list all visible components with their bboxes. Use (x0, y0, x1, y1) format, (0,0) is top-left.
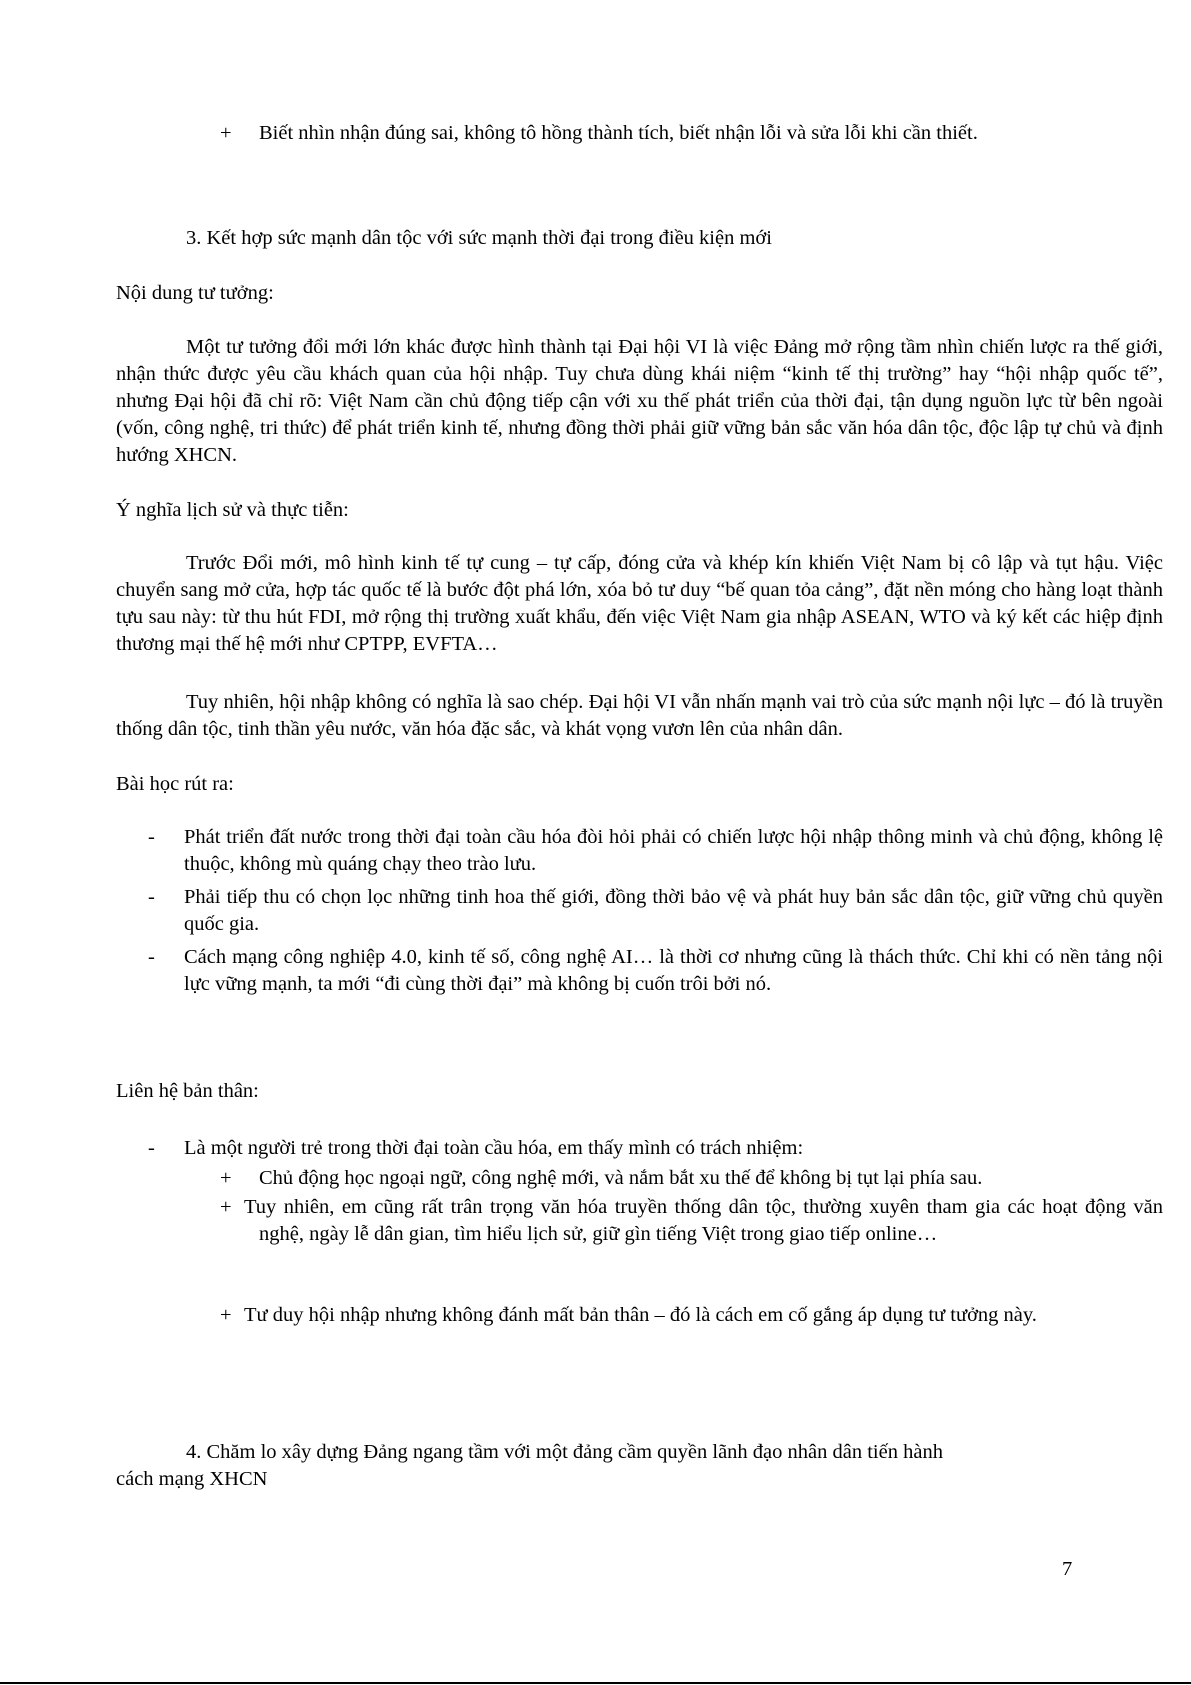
sub-list-item-text: Tư duy hội nhập nhưng không đánh mất bản thân – đó là cách em cố gắng áp dụng tư tưởng này. (244, 1304, 1037, 1326)
sub-list-marker: + (220, 1196, 232, 1218)
page-number: 7 (1062, 1558, 1073, 1580)
sub-list-item-text: Chủ động học ngoại ngữ, công nghệ mới, và nắm bắt xu thế để không bị tụt lại phía sau. (259, 1167, 983, 1189)
list-marker: - (148, 1137, 155, 1159)
personal-heading: Liên hệ bản thân: (116, 1080, 259, 1102)
bullet-marker: + (220, 122, 232, 144)
list-marker: - (148, 946, 155, 968)
list-item-text: Là một người trẻ trong thời đại toàn cầu hóa, em thấy mình có trách nhiệm: (184, 1137, 804, 1159)
lessons-heading: Bài học rút ra: (116, 773, 234, 795)
page-edge-line (0, 1682, 1191, 1684)
sub-list-marker: + (220, 1167, 232, 1189)
bullet-text: Biết nhìn nhận đúng sai, không tô hồng thành tích, biết nhận lỗi và sửa lỗi khi cần thiết. (259, 122, 978, 144)
list-marker: - (148, 886, 155, 908)
section-3-title: 3. Kết hợp sức mạnh dân tộc với sức mạnh thời đại trong điều kiện mới (186, 227, 772, 249)
list-item-text: Cách mạng công nghiệp 4.0, kinh tế số, công nghệ AI… là thời cơ nhưng cũng là thách thức. Chỉ khi có nền tảng nội lực vững mạnh, ta mới “đi cùng thời đại” mà không bị cuốn trôi bởi nó. (184, 946, 1163, 995)
meaning-paragraph-2: Tuy nhiên, hội nhập không có nghĩa là sao chép. Đại hội VI vẫn nhấn mạnh vai trò của sức mạnh nội lực – đó là truyền thống dân tộc, tinh thần yêu nước, văn hóa đặc sắc, và khát vọng vươn lên của nhân dân. (116, 691, 1163, 740)
meaning-heading: Ý nghĩa lịch sử và thực tiễn: (116, 499, 349, 521)
content-heading: Nội dung tư tưởng: (116, 282, 274, 304)
sub-list-marker: + (220, 1304, 232, 1326)
sub-list-item-text: Tuy nhiên, em cũng rất trân trọng văn hóa truyền thống dân tộc, thường xuyên tham gia các hoạt động văn nghệ, ngày lễ dân gian, tìm hiểu lịch sử, giữ gìn tiếng Việt trong giao tiếp online… (244, 1196, 1163, 1245)
section-4-title-line-1: 4. Chăm lo xây dựng Đảng ngang tầm với một đảng cầm quyền lãnh đạo nhân dân tiến hành (186, 1441, 943, 1463)
list-item-text: Phát triển đất nước trong thời đại toàn cầu hóa đòi hỏi phải có chiến lược hội nhập thông minh và chủ động, không lệ thuộc, không mù quáng chạy theo trào lưu. (184, 826, 1163, 875)
section-4-title-line-2: cách mạng XHCN (116, 1468, 268, 1490)
list-marker: - (148, 826, 155, 848)
list-item-text: Phải tiếp thu có chọn lọc những tinh hoa thế giới, đồng thời bảo vệ và phát huy bản sắc dân tộc, giữ vững chủ quyền quốc gia. (184, 886, 1163, 935)
meaning-paragraph-1: Trước Đổi mới, mô hình kinh tế tự cung – tự cấp, đóng cửa và khép kín khiến Việt Nam bị cô lập và tụt hậu. Việc chuyển sang mở cửa, hợp tác quốc tế là bước đột phá lớn, xóa bỏ tư duy “bế quan tỏa cảng”, đặt nền móng cho hàng loạt thành tựu sau này: từ thu hút FDI, mở rộng thị trường xuất khẩu, đến việc Việt Nam gia nhập ASEAN, WTO và ký kết các hiệp định thương mại thế hệ mới như CPTPP, EVFTA… (116, 552, 1163, 655)
content-paragraph: Một tư tưởng đổi mới lớn khác được hình thành tại Đại hội VI là việc Đảng mở rộng tầm nhìn chiến lược ra thế giới, nhận thức được yêu cầu khách quan của hội nhập. Tuy chưa dùng khái niệm “kinh tế thị trường” hay “hội nhập quốc tế”, nhưng Đại hội đã chỉ rõ: Việt Nam cần chủ động tiếp cận với xu thế phát triển của thời đại, tận dụng nguồn lực từ bên ngoài (vốn, công nghệ, tri thức) để phát triển kinh tế, nhưng đồng thời phải giữ vững bản sắc văn hóa dân tộc, độc lập tự chủ và định hướng XHCN. (116, 336, 1163, 466)
